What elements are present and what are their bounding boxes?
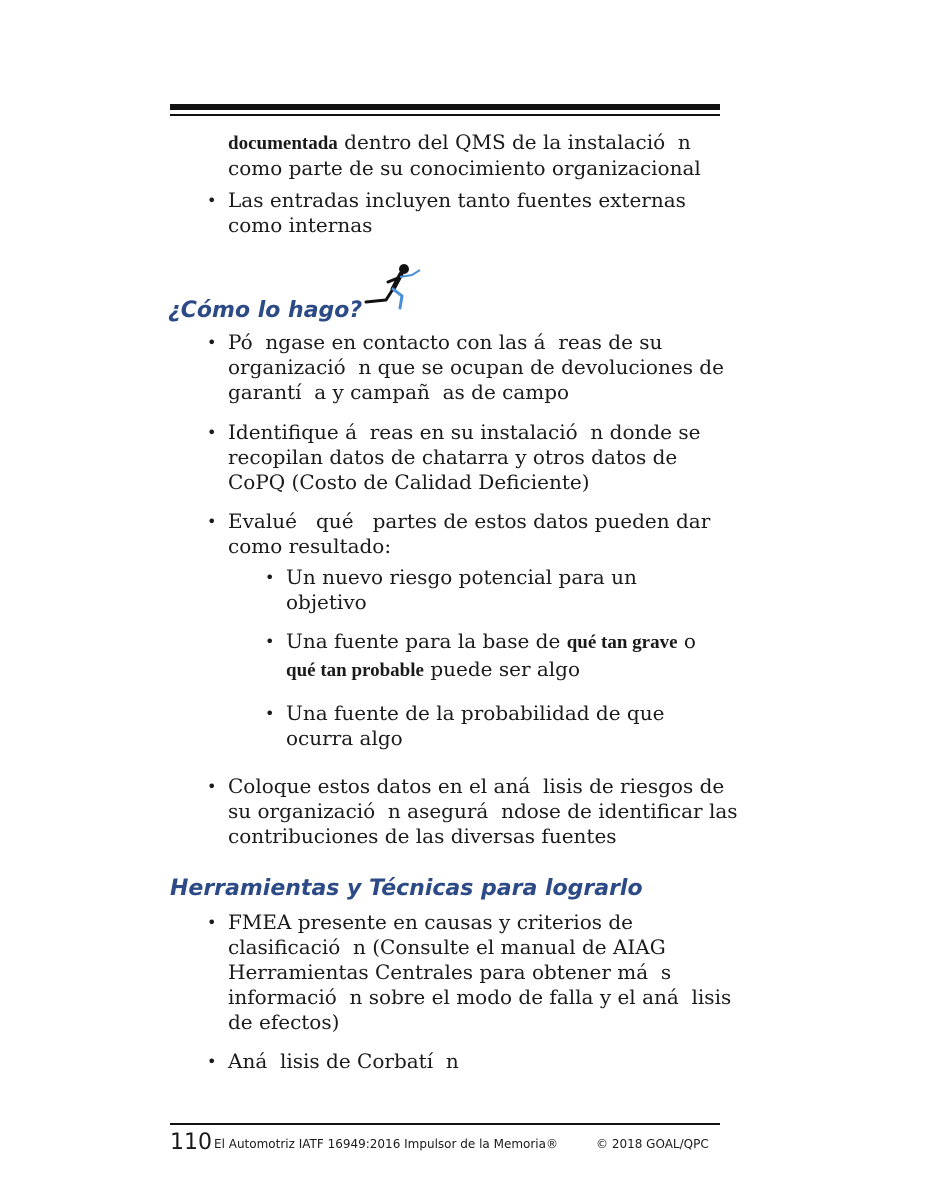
- how-bullet-1-line-2: organizació n que se ocupan de devoluciones de: [228, 355, 724, 379]
- tools-bullet-1-line-4: informació n sobre el modo de falla y el aná lisis: [228, 985, 732, 1009]
- tools-bullet-1-line-1: FMEA presente en causas y criterios de: [228, 910, 633, 934]
- bold-term-probable: qué tan probable: [286, 660, 424, 681]
- sub-bullet-1-line-2: objetivo: [286, 590, 367, 614]
- how-bullet-2-line-2: recopilan datos de chatarra y otros datos de: [228, 445, 678, 469]
- sub-bullet-2-post: o: [677, 629, 696, 653]
- section-heading-tools: Herramientas y Técnicas para lograrlo: [170, 876, 643, 901]
- how-bullet-2-line-1: Identifique á reas en su instalació n donde se: [228, 420, 701, 444]
- continuation-line-1: [228, 130, 691, 156]
- sub-bullet-2-line-1: [286, 629, 696, 655]
- running-person-icon: [360, 262, 424, 312]
- footer-rule: [170, 1123, 720, 1125]
- how-bullet-4-line-1: Coloque estos datos en el aná lisis de riesgos de: [228, 774, 725, 798]
- section-heading-how: ¿Cómo lo hago?: [168, 298, 363, 323]
- how-bullet-4-line-3: contribuciones de las diversas fuentes: [228, 824, 617, 848]
- sub-bullet-dot: •: [265, 704, 275, 723]
- sub-bullet-dot: •: [265, 632, 275, 651]
- continuation-line-1-rest: dentro del QMS de la instalació n: [337, 130, 691, 154]
- top-bullet-line-2: como internas: [228, 213, 373, 237]
- bullet-dot: •: [207, 333, 217, 352]
- sub-bullet-dot: •: [265, 568, 275, 587]
- tools-bullet-1-line-2: clasificació n (Consulte el manual de AIAG: [228, 935, 666, 959]
- tools-bullet-1-line-5: de efectos): [228, 1010, 340, 1034]
- continuation-line-2: como parte de su conocimiento organizacional: [228, 156, 701, 180]
- bold-term-documentada: documentada: [228, 133, 338, 154]
- header-rule-thin: [170, 114, 720, 116]
- how-bullet-4-line-2: su organizació n asegurá ndose de identificar las: [228, 799, 738, 823]
- tools-bullet-2-line-1: Aná lisis de Corbatí n: [228, 1049, 459, 1073]
- footer-copyright: © 2018 GOAL/QPC: [596, 1137, 709, 1151]
- how-bullet-1-line-1: Pó ngase en contacto con las á reas de su: [228, 330, 663, 354]
- footer-title: El Automotriz IATF 16949:2016 Impulsor de la Memoria®: [214, 1137, 558, 1151]
- sub-bullet-2-line-2-rest: puede ser algo: [423, 657, 581, 681]
- sub-bullet-2-line-2: [286, 657, 580, 683]
- sub-bullet-3-line-1: Una fuente de la probabilidad de que: [286, 701, 665, 725]
- how-bullet-3-line-2: como resultado:: [228, 534, 392, 558]
- bold-term-grave: qué tan grave: [566, 632, 678, 653]
- tools-bullet-1-line-3: Herramientas Centrales para obtener má s: [228, 960, 672, 984]
- page-number: 110: [170, 1130, 212, 1155]
- header-rule-thick: [170, 104, 720, 110]
- bullet-dot: •: [207, 512, 217, 531]
- how-bullet-3-line-1: Evalué qué partes de estos datos pueden dar: [228, 509, 711, 533]
- how-bullet-2-line-3: CoPQ (Costo de Calidad Deficiente): [228, 470, 590, 494]
- bullet-dot: •: [207, 1052, 217, 1071]
- sub-bullet-3-line-2: ocurra algo: [286, 726, 403, 750]
- bullet-dot: •: [207, 913, 217, 932]
- sub-bullet-2-pre: Una fuente para la base de: [286, 629, 567, 653]
- sub-bullet-1-line-1: Un nuevo riesgo potencial para un: [286, 565, 637, 589]
- how-bullet-1-line-3: garantí a y campañ as de campo: [228, 380, 570, 404]
- bullet-dot: •: [207, 423, 217, 442]
- top-bullet-line-1: Las entradas incluyen tanto fuentes externas: [228, 188, 686, 212]
- bullet-dot: •: [207, 777, 217, 796]
- bullet-dot: •: [207, 191, 217, 210]
